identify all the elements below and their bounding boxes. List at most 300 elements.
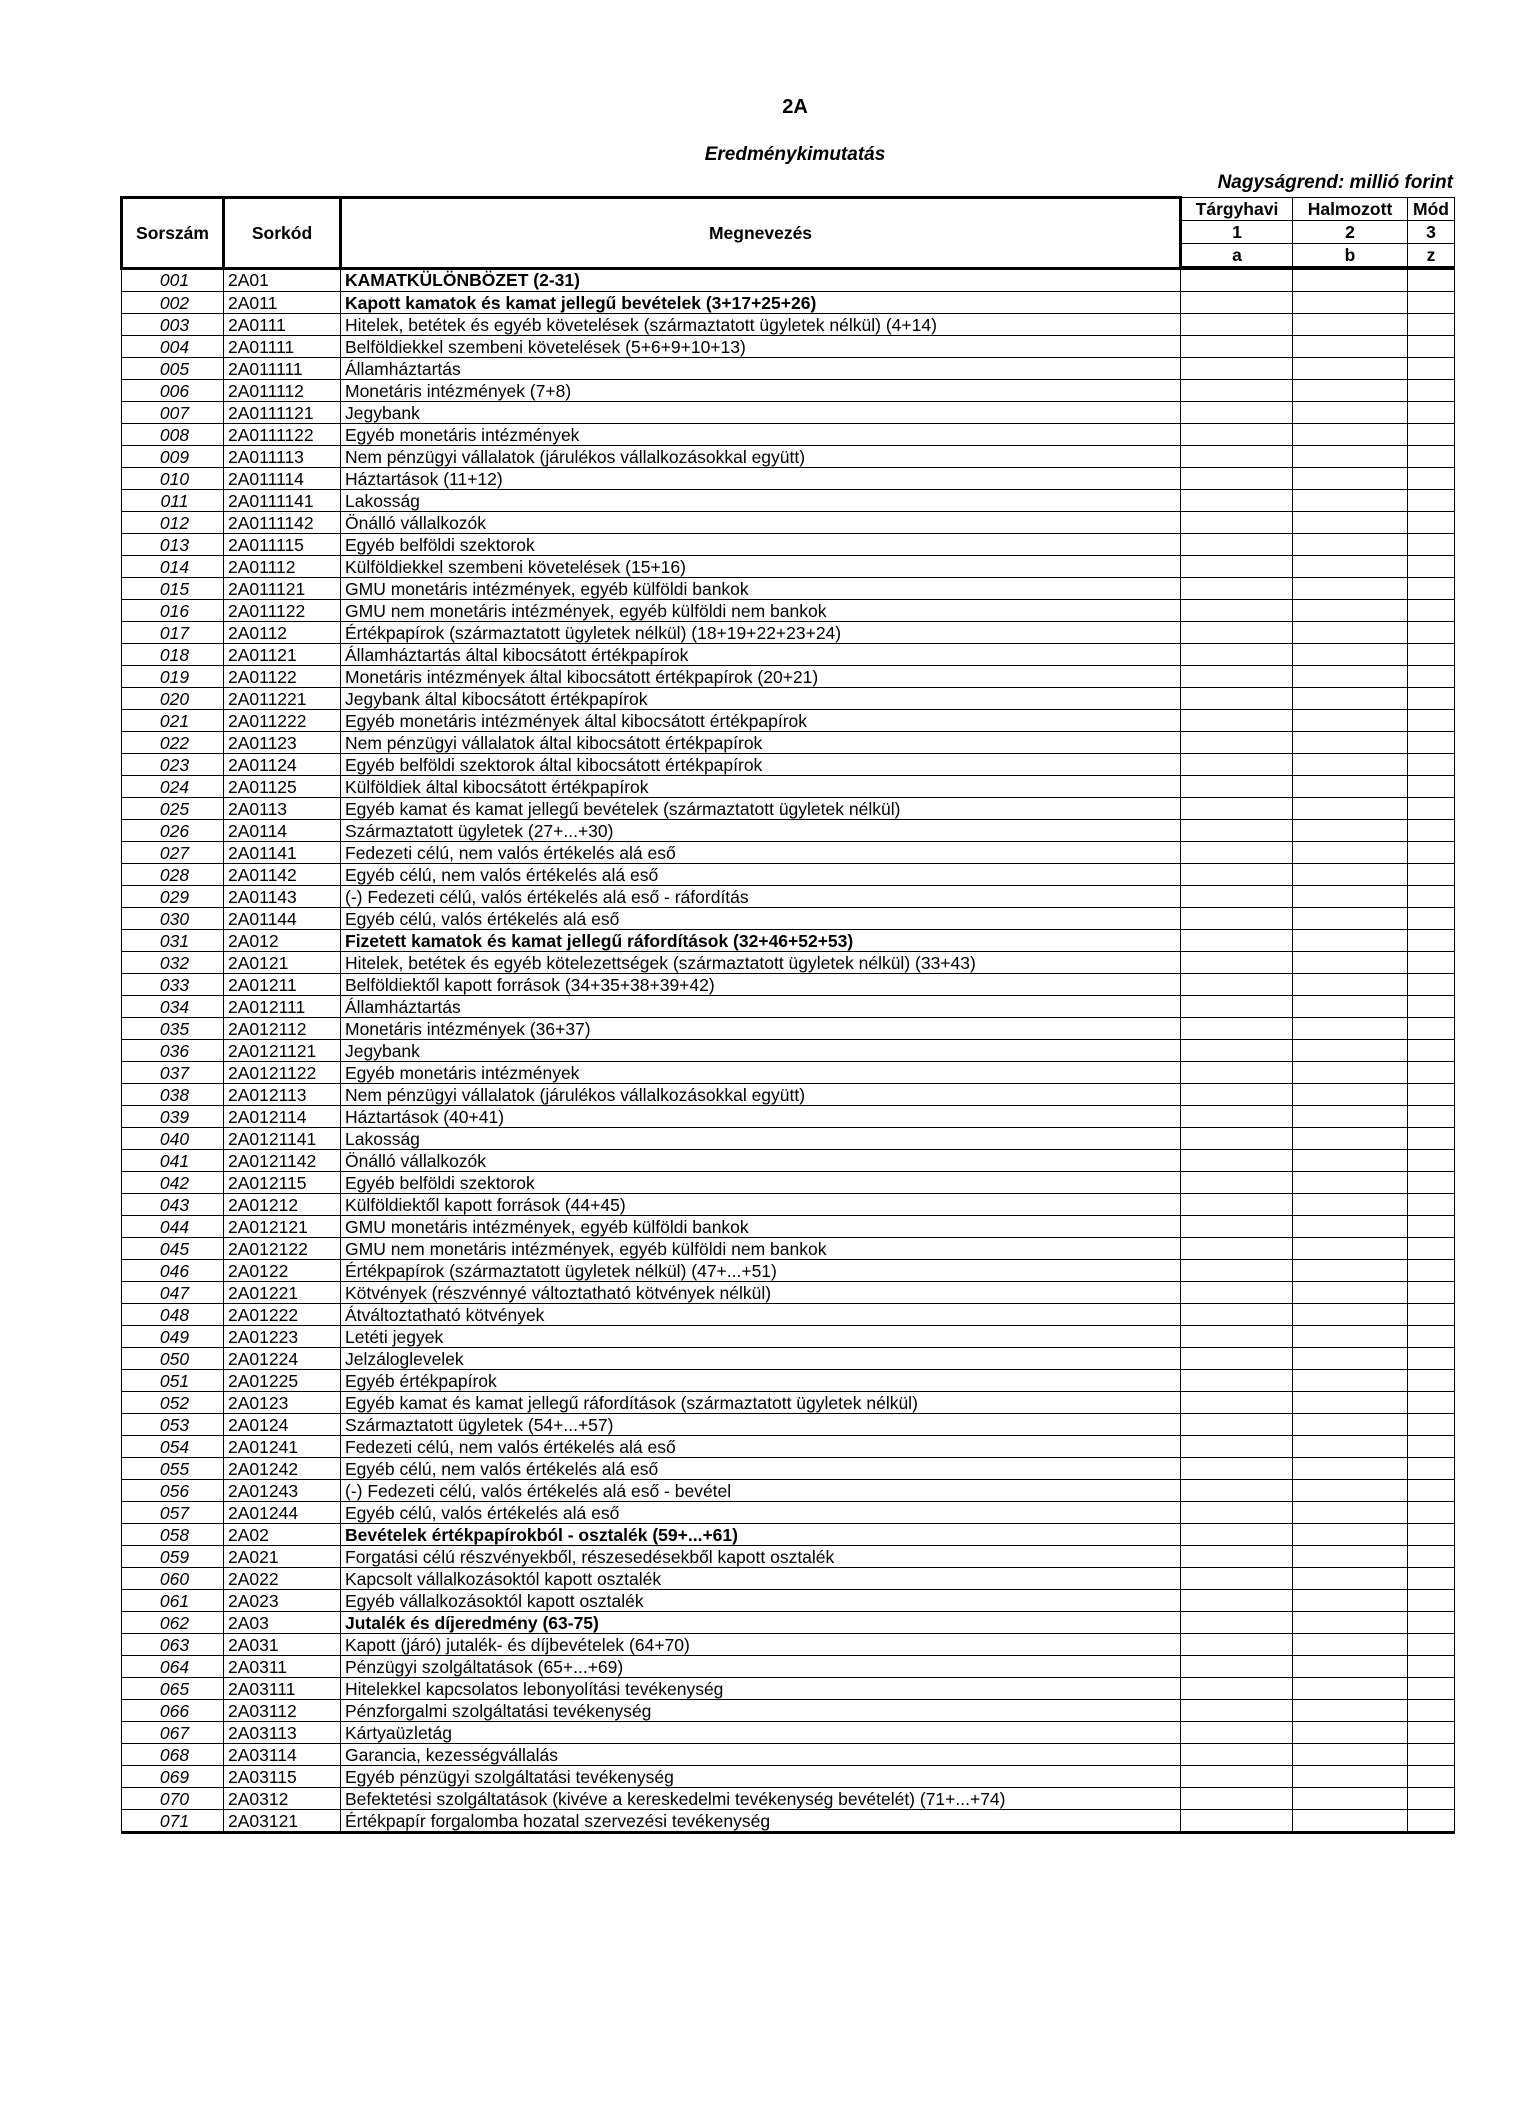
value-cell-halmozott[interactable]	[1293, 1128, 1408, 1150]
value-cell-mod[interactable]	[1408, 1216, 1455, 1238]
value-cell-halmozott[interactable]	[1293, 1106, 1408, 1128]
value-cell-halmozott[interactable]	[1293, 1546, 1408, 1568]
value-cell-halmozott[interactable]	[1293, 446, 1408, 468]
value-cell-mod[interactable]	[1408, 1238, 1455, 1260]
value-cell-targyhavi[interactable]	[1181, 600, 1293, 622]
value-cell-halmozott[interactable]	[1293, 666, 1408, 688]
value-cell-halmozott[interactable]	[1293, 798, 1408, 820]
value-cell-mod[interactable]	[1408, 1568, 1455, 1590]
value-cell-mod[interactable]	[1408, 952, 1455, 974]
value-cell-mod[interactable]	[1408, 1612, 1455, 1634]
value-cell-halmozott[interactable]	[1293, 622, 1408, 644]
value-cell-halmozott[interactable]	[1293, 908, 1408, 930]
value-cell-mod[interactable]	[1408, 292, 1455, 314]
value-cell-mod[interactable]	[1408, 1634, 1455, 1656]
table-row	[122, 1326, 1455, 1348]
row-code: 2A01211	[224, 974, 341, 996]
row-number: 010	[122, 468, 224, 490]
value-cell-targyhavi[interactable]	[1181, 1634, 1293, 1656]
value-cell-targyhavi[interactable]	[1181, 1568, 1293, 1590]
value-cell-mod[interactable]	[1408, 268, 1455, 292]
value-cell-targyhavi[interactable]	[1181, 1524, 1293, 1546]
table-row	[122, 1700, 1455, 1722]
value-cell-mod[interactable]	[1408, 1480, 1455, 1502]
table-row	[122, 578, 1455, 600]
value-cell-targyhavi[interactable]	[1181, 1458, 1293, 1480]
table-row	[122, 710, 1455, 732]
value-cell-halmozott[interactable]	[1293, 886, 1408, 908]
table-row	[122, 1238, 1455, 1260]
value-cell-halmozott[interactable]	[1293, 1392, 1408, 1414]
value-cell-targyhavi[interactable]	[1181, 380, 1293, 402]
value-cell-mod[interactable]	[1408, 974, 1455, 996]
value-cell-halmozott[interactable]	[1293, 1238, 1408, 1260]
value-cell-halmozott[interactable]	[1293, 1480, 1408, 1502]
value-cell-targyhavi[interactable]	[1181, 1546, 1293, 1568]
row-code: 2A0121141	[224, 1128, 341, 1150]
col-header-megnevezes: Megnevezés	[341, 198, 1181, 269]
value-cell-halmozott[interactable]	[1293, 1260, 1408, 1282]
row-number: 024	[122, 776, 224, 798]
value-cell-targyhavi[interactable]	[1181, 1744, 1293, 1766]
col-header-mod: Mód	[1408, 198, 1455, 221]
table-row	[122, 1128, 1455, 1150]
table-row	[122, 512, 1455, 534]
value-cell-halmozott[interactable]	[1293, 1810, 1408, 1833]
value-cell-mod[interactable]	[1408, 842, 1455, 864]
value-cell-targyhavi[interactable]	[1181, 1700, 1293, 1722]
row-code: 2A01212	[224, 1194, 341, 1216]
row-number: 067	[122, 1722, 224, 1744]
value-cell-mod[interactable]	[1408, 732, 1455, 754]
row-code: 2A01123	[224, 732, 341, 754]
value-cell-targyhavi[interactable]	[1181, 930, 1293, 952]
value-cell-halmozott[interactable]	[1293, 710, 1408, 732]
value-cell-halmozott[interactable]	[1293, 1018, 1408, 1040]
value-cell-targyhavi[interactable]	[1181, 534, 1293, 556]
value-cell-targyhavi[interactable]	[1181, 556, 1293, 578]
row-name: Átváltoztatható kötvények	[341, 1304, 1181, 1326]
value-cell-targyhavi[interactable]	[1181, 292, 1293, 314]
row-code: 2A022	[224, 1568, 341, 1590]
row-code: 2A01111	[224, 336, 341, 358]
value-cell-mod[interactable]	[1408, 886, 1455, 908]
value-cell-mod[interactable]	[1408, 556, 1455, 578]
value-cell-halmozott[interactable]	[1293, 512, 1408, 534]
value-cell-mod[interactable]	[1408, 798, 1455, 820]
value-cell-targyhavi[interactable]	[1181, 952, 1293, 974]
value-cell-targyhavi[interactable]	[1181, 336, 1293, 358]
table-row	[122, 1150, 1455, 1172]
row-code: 2A01222	[224, 1304, 341, 1326]
value-cell-mod[interactable]	[1408, 1678, 1455, 1700]
value-cell-halmozott[interactable]	[1293, 1216, 1408, 1238]
value-cell-mod[interactable]	[1408, 1194, 1455, 1216]
value-cell-mod[interactable]	[1408, 1128, 1455, 1150]
value-cell-targyhavi[interactable]	[1181, 490, 1293, 512]
value-cell-mod[interactable]	[1408, 1502, 1455, 1524]
row-name: Befektetési szolgáltatások (kivéve a kereskedelmi tevékenység bevételét) (71+...+74)	[341, 1788, 1181, 1810]
value-cell-mod[interactable]	[1408, 380, 1455, 402]
table-row	[122, 600, 1455, 622]
table-row	[122, 292, 1455, 314]
value-cell-targyhavi[interactable]	[1181, 402, 1293, 424]
value-cell-mod[interactable]	[1408, 996, 1455, 1018]
value-cell-halmozott[interactable]	[1293, 1502, 1408, 1524]
value-cell-halmozott[interactable]	[1293, 1766, 1408, 1788]
row-name: (-) Fedezeti célú, valós értékelés alá eső - bevétel	[341, 1480, 1181, 1502]
value-cell-targyhavi[interactable]	[1181, 1678, 1293, 1700]
value-cell-mod[interactable]	[1408, 1656, 1455, 1678]
table-row	[122, 930, 1455, 952]
value-cell-targyhavi[interactable]	[1181, 1172, 1293, 1194]
row-code: 2A023	[224, 1590, 341, 1612]
value-cell-halmozott[interactable]	[1293, 1062, 1408, 1084]
value-cell-halmozott[interactable]	[1293, 402, 1408, 424]
value-cell-targyhavi[interactable]	[1181, 842, 1293, 864]
value-cell-targyhavi[interactable]	[1181, 1128, 1293, 1150]
value-cell-mod[interactable]	[1408, 512, 1455, 534]
row-name: Hitelek, betétek és egyéb kötelezettségek (származtatott ügyletek nélkül) (33+43)	[341, 952, 1181, 974]
value-cell-mod[interactable]	[1408, 358, 1455, 380]
value-cell-targyhavi[interactable]	[1181, 1370, 1293, 1392]
row-name: Jelzáloglevelek	[341, 1348, 1181, 1370]
row-code: 2A012112	[224, 1018, 341, 1040]
value-cell-mod[interactable]	[1408, 1590, 1455, 1612]
table-row	[122, 490, 1455, 512]
row-code: 2A01242	[224, 1458, 341, 1480]
value-cell-targyhavi[interactable]	[1181, 1084, 1293, 1106]
value-cell-halmozott[interactable]	[1293, 1348, 1408, 1370]
value-cell-targyhavi[interactable]	[1181, 666, 1293, 688]
value-cell-halmozott[interactable]	[1293, 1150, 1408, 1172]
value-cell-halmozott[interactable]	[1293, 1524, 1408, 1546]
value-cell-halmozott[interactable]	[1293, 842, 1408, 864]
row-number: 009	[122, 446, 224, 468]
value-cell-targyhavi[interactable]	[1181, 358, 1293, 380]
row-code: 2A03111	[224, 1678, 341, 1700]
value-cell-targyhavi[interactable]	[1181, 1590, 1293, 1612]
value-cell-targyhavi[interactable]	[1181, 512, 1293, 534]
value-cell-targyhavi[interactable]	[1181, 1480, 1293, 1502]
value-cell-halmozott[interactable]	[1293, 1282, 1408, 1304]
value-cell-targyhavi[interactable]	[1181, 1810, 1293, 1833]
value-cell-targyhavi[interactable]	[1181, 798, 1293, 820]
col-header-sorszam: Sorszám	[122, 198, 224, 269]
value-cell-targyhavi[interactable]	[1181, 1106, 1293, 1128]
value-cell-halmozott[interactable]	[1293, 578, 1408, 600]
row-code: 2A01112	[224, 556, 341, 578]
value-cell-halmozott[interactable]	[1293, 292, 1408, 314]
value-cell-targyhavi[interactable]	[1181, 1436, 1293, 1458]
value-cell-mod[interactable]	[1408, 1018, 1455, 1040]
row-number: 029	[122, 886, 224, 908]
value-cell-targyhavi[interactable]	[1181, 1326, 1293, 1348]
value-cell-halmozott[interactable]	[1293, 1612, 1408, 1634]
value-cell-halmozott[interactable]	[1293, 1744, 1408, 1766]
table-row	[122, 1678, 1455, 1700]
row-code: 2A0122	[224, 1260, 341, 1282]
value-cell-halmozott[interactable]	[1293, 644, 1408, 666]
value-cell-targyhavi[interactable]	[1181, 820, 1293, 842]
value-cell-mod[interactable]	[1408, 820, 1455, 842]
value-cell-targyhavi[interactable]	[1181, 424, 1293, 446]
value-cell-mod[interactable]	[1408, 1524, 1455, 1546]
value-cell-mod[interactable]	[1408, 908, 1455, 930]
row-number: 062	[122, 1612, 224, 1634]
row-name: Egyéb kamat és kamat jellegű bevételek (származtatott ügyletek nélkül)	[341, 798, 1181, 820]
value-cell-targyhavi[interactable]	[1181, 1656, 1293, 1678]
table-row	[122, 380, 1455, 402]
row-number: 023	[122, 754, 224, 776]
value-cell-mod[interactable]	[1408, 578, 1455, 600]
value-cell-targyhavi[interactable]	[1181, 644, 1293, 666]
value-cell-mod[interactable]	[1408, 1722, 1455, 1744]
row-number: 068	[122, 1744, 224, 1766]
row-number: 051	[122, 1370, 224, 1392]
value-cell-targyhavi[interactable]	[1181, 1722, 1293, 1744]
value-cell-mod[interactable]	[1408, 446, 1455, 468]
value-cell-targyhavi[interactable]	[1181, 864, 1293, 886]
row-name: GMU monetáris intézmények, egyéb külföldi bankok	[341, 578, 1181, 600]
row-name: Egyéb célú, nem valós értékelés alá eső	[341, 1458, 1181, 1480]
row-code: 2A01124	[224, 754, 341, 776]
value-cell-halmozott[interactable]	[1293, 864, 1408, 886]
row-code: 2A011115	[224, 534, 341, 556]
value-cell-halmozott[interactable]	[1293, 358, 1408, 380]
value-cell-mod[interactable]	[1408, 534, 1455, 556]
value-cell-targyhavi[interactable]	[1181, 754, 1293, 776]
value-cell-halmozott[interactable]	[1293, 996, 1408, 1018]
value-cell-mod[interactable]	[1408, 1150, 1455, 1172]
value-cell-mod[interactable]	[1408, 1304, 1455, 1326]
value-cell-targyhavi[interactable]	[1181, 446, 1293, 468]
value-cell-halmozott[interactable]	[1293, 1326, 1408, 1348]
row-code: 2A031	[224, 1634, 341, 1656]
value-cell-mod[interactable]	[1408, 1282, 1455, 1304]
value-cell-targyhavi[interactable]	[1181, 732, 1293, 754]
value-cell-mod[interactable]	[1408, 1106, 1455, 1128]
value-cell-mod[interactable]	[1408, 468, 1455, 490]
value-cell-targyhavi[interactable]	[1181, 1062, 1293, 1084]
row-number: 052	[122, 1392, 224, 1414]
value-cell-halmozott[interactable]	[1293, 930, 1408, 952]
row-code: 2A012122	[224, 1238, 341, 1260]
value-cell-targyhavi[interactable]	[1181, 268, 1293, 292]
value-cell-halmozott[interactable]	[1293, 556, 1408, 578]
value-cell-mod[interactable]	[1408, 424, 1455, 446]
value-cell-targyhavi[interactable]	[1181, 1788, 1293, 1810]
value-cell-halmozott[interactable]	[1293, 1084, 1408, 1106]
value-cell-mod[interactable]	[1408, 1062, 1455, 1084]
value-cell-halmozott[interactable]	[1293, 1194, 1408, 1216]
row-name: Jegybank által kibocsátott értékpapírok	[341, 688, 1181, 710]
row-number: 011	[122, 490, 224, 512]
value-cell-mod[interactable]	[1408, 314, 1455, 336]
value-cell-mod[interactable]	[1408, 600, 1455, 622]
value-cell-targyhavi[interactable]	[1181, 1260, 1293, 1282]
value-cell-targyhavi[interactable]	[1181, 468, 1293, 490]
value-cell-halmozott[interactable]	[1293, 1436, 1408, 1458]
value-cell-halmozott[interactable]	[1293, 534, 1408, 556]
value-cell-mod[interactable]	[1408, 666, 1455, 688]
row-code: 2A0311	[224, 1656, 341, 1678]
value-cell-targyhavi[interactable]	[1181, 1304, 1293, 1326]
row-code: 2A01144	[224, 908, 341, 930]
value-cell-halmozott[interactable]	[1293, 1634, 1408, 1656]
table-row	[122, 1612, 1455, 1634]
value-cell-halmozott[interactable]	[1293, 974, 1408, 996]
value-cell-mod[interactable]	[1408, 1392, 1455, 1414]
row-number: 057	[122, 1502, 224, 1524]
row-number: 070	[122, 1788, 224, 1810]
value-cell-targyhavi[interactable]	[1181, 1414, 1293, 1436]
value-cell-mod[interactable]	[1408, 776, 1455, 798]
value-cell-targyhavi[interactable]	[1181, 1348, 1293, 1370]
value-cell-halmozott[interactable]	[1293, 1414, 1408, 1436]
value-cell-halmozott[interactable]	[1293, 732, 1408, 754]
table-row	[122, 1216, 1455, 1238]
value-cell-targyhavi[interactable]	[1181, 996, 1293, 1018]
value-cell-mod[interactable]	[1408, 490, 1455, 512]
value-cell-halmozott[interactable]	[1293, 468, 1408, 490]
value-cell-halmozott[interactable]	[1293, 268, 1408, 292]
value-cell-mod[interactable]	[1408, 336, 1455, 358]
value-cell-mod[interactable]	[1408, 644, 1455, 666]
value-cell-halmozott[interactable]	[1293, 600, 1408, 622]
value-cell-targyhavi[interactable]	[1181, 908, 1293, 930]
value-cell-targyhavi[interactable]	[1181, 1238, 1293, 1260]
row-name: Hitelekkel kapcsolatos lebonyolítási tevékenység	[341, 1678, 1181, 1700]
value-cell-targyhavi[interactable]	[1181, 622, 1293, 644]
value-cell-mod[interactable]	[1408, 1744, 1455, 1766]
row-name: Egyéb belföldi szektorok	[341, 1172, 1181, 1194]
value-cell-halmozott[interactable]	[1293, 1590, 1408, 1612]
value-cell-targyhavi[interactable]	[1181, 1040, 1293, 1062]
value-cell-mod[interactable]	[1408, 1040, 1455, 1062]
row-number: 014	[122, 556, 224, 578]
value-cell-halmozott[interactable]	[1293, 776, 1408, 798]
row-number: 005	[122, 358, 224, 380]
value-cell-halmozott[interactable]	[1293, 1722, 1408, 1744]
table-row	[122, 1656, 1455, 1678]
table-row	[122, 688, 1455, 710]
row-name: Államháztartás	[341, 996, 1181, 1018]
value-cell-mod[interactable]	[1408, 1546, 1455, 1568]
value-cell-targyhavi[interactable]	[1181, 886, 1293, 908]
value-cell-mod[interactable]	[1408, 688, 1455, 710]
value-cell-mod[interactable]	[1408, 1084, 1455, 1106]
value-cell-halmozott[interactable]	[1293, 1700, 1408, 1722]
table-row	[122, 1788, 1455, 1810]
value-cell-mod[interactable]	[1408, 1260, 1455, 1282]
value-cell-halmozott[interactable]	[1293, 952, 1408, 974]
value-cell-targyhavi[interactable]	[1181, 1502, 1293, 1524]
value-cell-halmozott[interactable]	[1293, 688, 1408, 710]
table-row	[122, 446, 1455, 468]
row-code: 2A012113	[224, 1084, 341, 1106]
row-code: 2A021	[224, 1546, 341, 1568]
value-cell-halmozott[interactable]	[1293, 1458, 1408, 1480]
row-name: Kártyaüzletág	[341, 1722, 1181, 1744]
value-cell-mod[interactable]	[1408, 1414, 1455, 1436]
row-name: Fizetett kamatok és kamat jellegű ráfordítások (32+46+52+53)	[341, 930, 1181, 952]
value-cell-targyhavi[interactable]	[1181, 1392, 1293, 1414]
value-cell-mod[interactable]	[1408, 754, 1455, 776]
value-cell-mod[interactable]	[1408, 710, 1455, 732]
value-cell-mod[interactable]	[1408, 402, 1455, 424]
value-cell-mod[interactable]	[1408, 1326, 1455, 1348]
value-cell-mod[interactable]	[1408, 622, 1455, 644]
row-name: Nem pénzügyi vállalatok (járulékos vállalkozásokkal együtt)	[341, 446, 1181, 468]
row-code: 2A03115	[224, 1766, 341, 1788]
table-row	[122, 798, 1455, 820]
value-cell-halmozott[interactable]	[1293, 1370, 1408, 1392]
value-cell-halmozott[interactable]	[1293, 1788, 1408, 1810]
row-code: 2A01122	[224, 666, 341, 688]
value-cell-halmozott[interactable]	[1293, 336, 1408, 358]
value-cell-targyhavi[interactable]	[1181, 1766, 1293, 1788]
value-cell-mod[interactable]	[1408, 1436, 1455, 1458]
value-cell-halmozott[interactable]	[1293, 1678, 1408, 1700]
value-cell-mod[interactable]	[1408, 1458, 1455, 1480]
table-row	[122, 1348, 1455, 1370]
value-cell-targyhavi[interactable]	[1181, 688, 1293, 710]
value-cell-halmozott[interactable]	[1293, 490, 1408, 512]
row-code: 2A0113	[224, 798, 341, 820]
value-cell-targyhavi[interactable]	[1181, 1282, 1293, 1304]
row-name: Egyéb belföldi szektorok által kibocsátott értékpapírok	[341, 754, 1181, 776]
value-cell-targyhavi[interactable]	[1181, 1018, 1293, 1040]
value-cell-mod[interactable]	[1408, 1348, 1455, 1370]
value-cell-halmozott[interactable]	[1293, 1568, 1408, 1590]
value-cell-mod[interactable]	[1408, 1788, 1455, 1810]
value-cell-halmozott[interactable]	[1293, 1040, 1408, 1062]
value-cell-halmozott[interactable]	[1293, 380, 1408, 402]
value-cell-targyhavi[interactable]	[1181, 974, 1293, 996]
value-cell-targyhavi[interactable]	[1181, 1612, 1293, 1634]
value-cell-mod[interactable]	[1408, 1370, 1455, 1392]
row-code: 2A0123	[224, 1392, 341, 1414]
col-letter-z: z	[1408, 244, 1455, 269]
row-name: Államháztartás	[341, 358, 1181, 380]
table-row	[122, 1634, 1455, 1656]
value-cell-targyhavi[interactable]	[1181, 1216, 1293, 1238]
value-cell-halmozott[interactable]	[1293, 424, 1408, 446]
value-cell-mod[interactable]	[1408, 1700, 1455, 1722]
value-cell-halmozott[interactable]	[1293, 1172, 1408, 1194]
value-cell-targyhavi[interactable]	[1181, 1194, 1293, 1216]
value-cell-mod[interactable]	[1408, 864, 1455, 886]
row-name: Egyéb monetáris intézmények által kibocsátott értékpapírok	[341, 710, 1181, 732]
value-cell-halmozott[interactable]	[1293, 820, 1408, 842]
value-cell-halmozott[interactable]	[1293, 1656, 1408, 1678]
row-number: 036	[122, 1040, 224, 1062]
value-cell-mod[interactable]	[1408, 930, 1455, 952]
value-cell-targyhavi[interactable]	[1181, 578, 1293, 600]
table-row	[122, 952, 1455, 974]
value-cell-mod[interactable]	[1408, 1810, 1455, 1833]
value-cell-targyhavi[interactable]	[1181, 710, 1293, 732]
value-cell-halmozott[interactable]	[1293, 314, 1408, 336]
value-cell-halmozott[interactable]	[1293, 754, 1408, 776]
value-cell-halmozott[interactable]	[1293, 1304, 1408, 1326]
value-cell-mod[interactable]	[1408, 1172, 1455, 1194]
value-cell-targyhavi[interactable]	[1181, 776, 1293, 798]
value-cell-targyhavi[interactable]	[1181, 314, 1293, 336]
value-cell-targyhavi[interactable]	[1181, 1150, 1293, 1172]
value-cell-mod[interactable]	[1408, 1766, 1455, 1788]
